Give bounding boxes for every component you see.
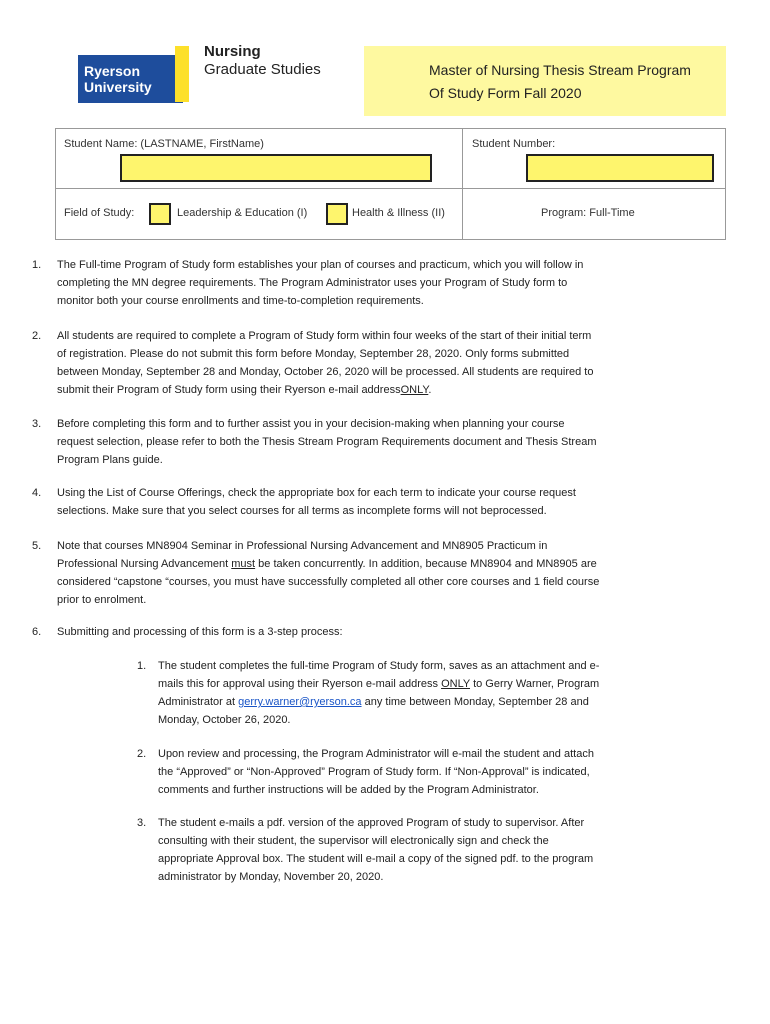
item-3-text: Before completing this form and to further assist you in your decision-making when planning your course request selection, please refer to both the Thesis Stream Program Requirements document and Thesis Stream Program Plans guide. [57,418,597,466]
program-label: Program: Full-Time [541,207,635,219]
leadership-education-checkbox[interactable] [149,203,171,225]
item-6-text: Submitting and processing of this form is a 3-step process: [57,626,343,638]
table-divider-horizontal [55,188,726,189]
item-4-number: 4. [32,487,42,499]
title-banner [364,46,726,116]
item-4-text: Using the List of Course Offerings, check the appropriate box for each term to indicate your course request selections. Make sure that you select courses for all terms as incomplete forms will not beprocessed. [57,487,576,517]
health-illness-label: Health & Illness (II) [352,207,445,219]
logo-accent-bar [175,46,189,102]
form-title-line1: Master of Nursing Thesis Stream Program [429,62,691,78]
item-1-number: 1. [32,259,42,271]
step-3-text: The student e-mails a pdf. version of the approved Program of study to supervisor. After consulting with their student, the supervisor will electronically sign and check the appropriate Approval box. The student will e-mail a copy of the signed pdf. to the program administrator by Monday, November 20, 2020. [158,817,594,883]
field-of-study-label: Field of Study: [64,207,135,219]
item-3-number: 3. [32,418,42,430]
student-number-label: Student Number: [472,138,556,150]
logo-text-ryerson: Ryerson [84,63,141,79]
item-2-number: 2. [32,330,42,342]
logo-graduate-studies: Graduate Studies [204,61,321,78]
logo-text-university: University [84,79,152,95]
item-2-text: All students are required to complete a Program of Study form within four weeks of the start of their initial term of registration. Please do not submit this form before Monday, September 28, 2020. Only forms submitted between Monday, September 28 and Monday, October 26, 2020 will be processed. All students are required to submit their Program of Study form using their Ryerson e-mail addressONLY. [57,330,594,396]
form-title-line2: Of Study Form Fall 2020 [429,85,582,101]
program-administrator-email-link[interactable]: gerry.warner@ryerson.ca [238,696,362,708]
step-2-text: Upon review and processing, the Program Administrator will e-mail the student and attach the “Approved” or “Non-Approved” Program of Study form. If “Non-Approval” is indicated, comments and further instructions will be added by the Program Administrator. [158,748,594,796]
step-1-number: 1. [137,660,147,672]
logo-nursing: Nursing [204,43,261,60]
item-1-text: The Full-time Program of Study form establishes your plan of courses and practicum, which you will follow in completing the MN degree requirements. The Program Administrator uses your Program of Study form to monitor both your course enrollments and time-to-completion requirements. [57,259,584,307]
step-2-number: 2. [137,748,147,760]
student-number-input[interactable] [526,154,714,182]
student-name-label: Student Name: (LASTNAME, FirstName) [64,138,264,150]
leadership-education-label: Leadership & Education (I) [177,207,308,219]
health-illness-checkbox[interactable] [326,203,348,225]
step-3-number: 3. [137,817,147,829]
item-5-text: Note that courses MN8904 Seminar in Professional Nursing Advancement and MN8905 Practicum in Professional Nursing Advancement must be taken concurrently. In addition, because MN8904 and MN8905 are considered “capstone “courses, you must have successfully completed all other core courses and 1 field course prior to enrolment. [57,540,600,606]
step-1-text: The student completes the full-time Program of Study form, saves as an attachment and e- mails this for approval using their Ryerson e-mail address ONLY to Gerry Warner, Program Administrator at gerry.warner@ryerson.ca any time between Monday, September 28 and Monday, October 26, 2020. [158,660,600,726]
item-5-number: 5. [32,540,42,552]
table-divider-vertical [462,128,463,240]
item-6-number: 6. [32,626,42,638]
student-name-input[interactable] [120,154,432,182]
